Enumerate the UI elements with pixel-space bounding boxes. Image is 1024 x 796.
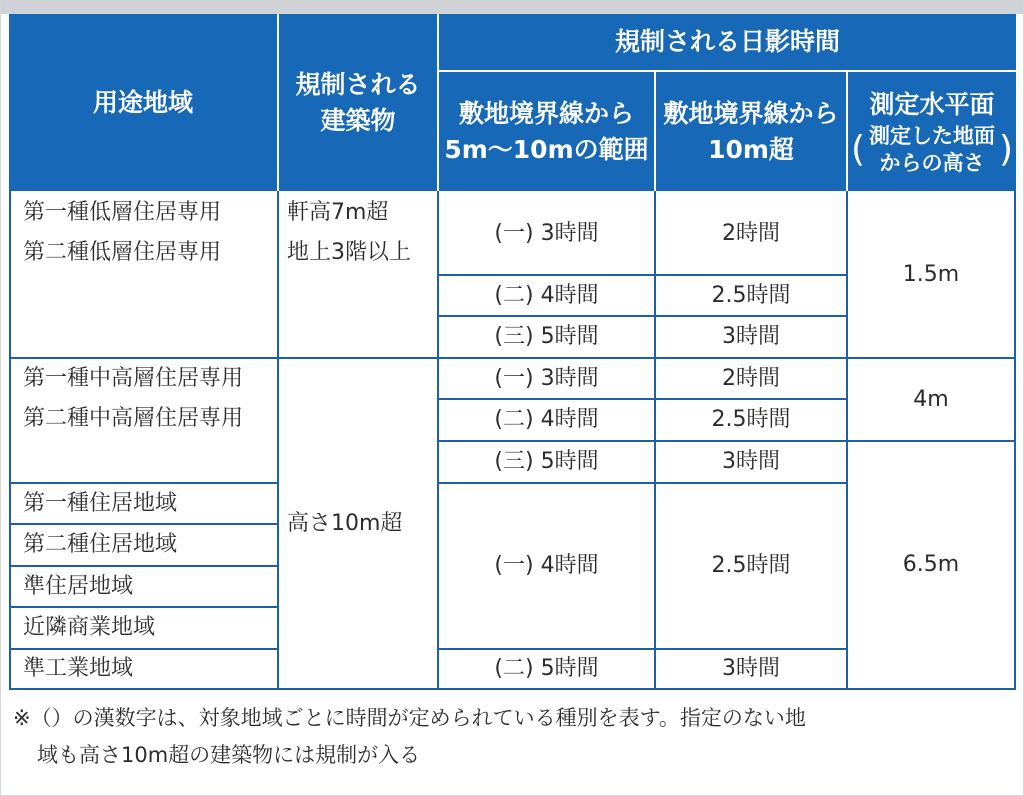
footnote-line-2: 域も高さ10m超の建築物には規制が入る: [37, 743, 421, 767]
header-building: 規制される 建築物: [295, 69, 421, 135]
range-cell: (一) 4時間: [494, 553, 599, 578]
zone-item: 近隣商業地域: [23, 615, 156, 640]
building-low-rise: 軒高7m超 地上3階以上: [287, 200, 411, 265]
over10-cell: 3時間: [722, 656, 780, 681]
range-cell: (二) 4時間: [494, 407, 599, 432]
over10-cell: 2時間: [722, 365, 780, 391]
building-high: 高さ10m超: [287, 510, 403, 536]
zone-mid-high-rise: 第一種中高層住居専用 第二種中高層住居専用: [23, 366, 244, 431]
header-zone: 用途地域: [92, 87, 193, 117]
header-shadow-group: 規制される日影時間: [614, 27, 840, 56]
over10-cell: 2.5時間: [711, 407, 791, 432]
zone-item: 準住居地域: [23, 573, 134, 599]
zone-item: 第一種住居地域: [23, 490, 178, 516]
footnote: [13, 700, 1003, 774]
range-cell: (三) 5時間: [494, 449, 599, 474]
zone-item: 第二種住居地域: [23, 532, 178, 557]
over10-cell: 3時間: [722, 449, 780, 474]
range-cell: (三) 5時間: [494, 324, 599, 349]
range-cell: (二) 5時間: [494, 656, 599, 681]
plane-6-5m: 6.5m: [902, 552, 960, 577]
range-cell: (二) 4時間: [494, 282, 599, 308]
zone-item: 準工業地域: [23, 656, 134, 681]
header-range-over10: 敷地境界線から 10m超: [663, 98, 839, 164]
header-measure-plane: 測定水平面 ( 測定した地面 からの高さ ): [850, 89, 1014, 175]
over10-cell: 3時間: [722, 324, 780, 349]
zone-low-rise: 第一種低層住居専用 第二種低層住居専用: [23, 200, 222, 265]
over10-cell: 2.5時間: [711, 553, 791, 578]
plane-1-5m: 1.5m: [902, 262, 960, 287]
range-cell: (一) 3時間: [494, 365, 599, 391]
header-range-5-10: 敷地境界線から 5m〜10mの範囲: [444, 98, 649, 164]
plane-4m: 4m: [913, 386, 949, 412]
footnote-line-1: ※（）の漢数字は、対象地域ごとに時間が定められている種別を表す。指定のない地: [13, 706, 806, 730]
range-cell: (一) 3時間: [494, 220, 599, 246]
over10-cell: 2.5時間: [711, 282, 791, 308]
over10-cell: 2時間: [722, 220, 780, 246]
